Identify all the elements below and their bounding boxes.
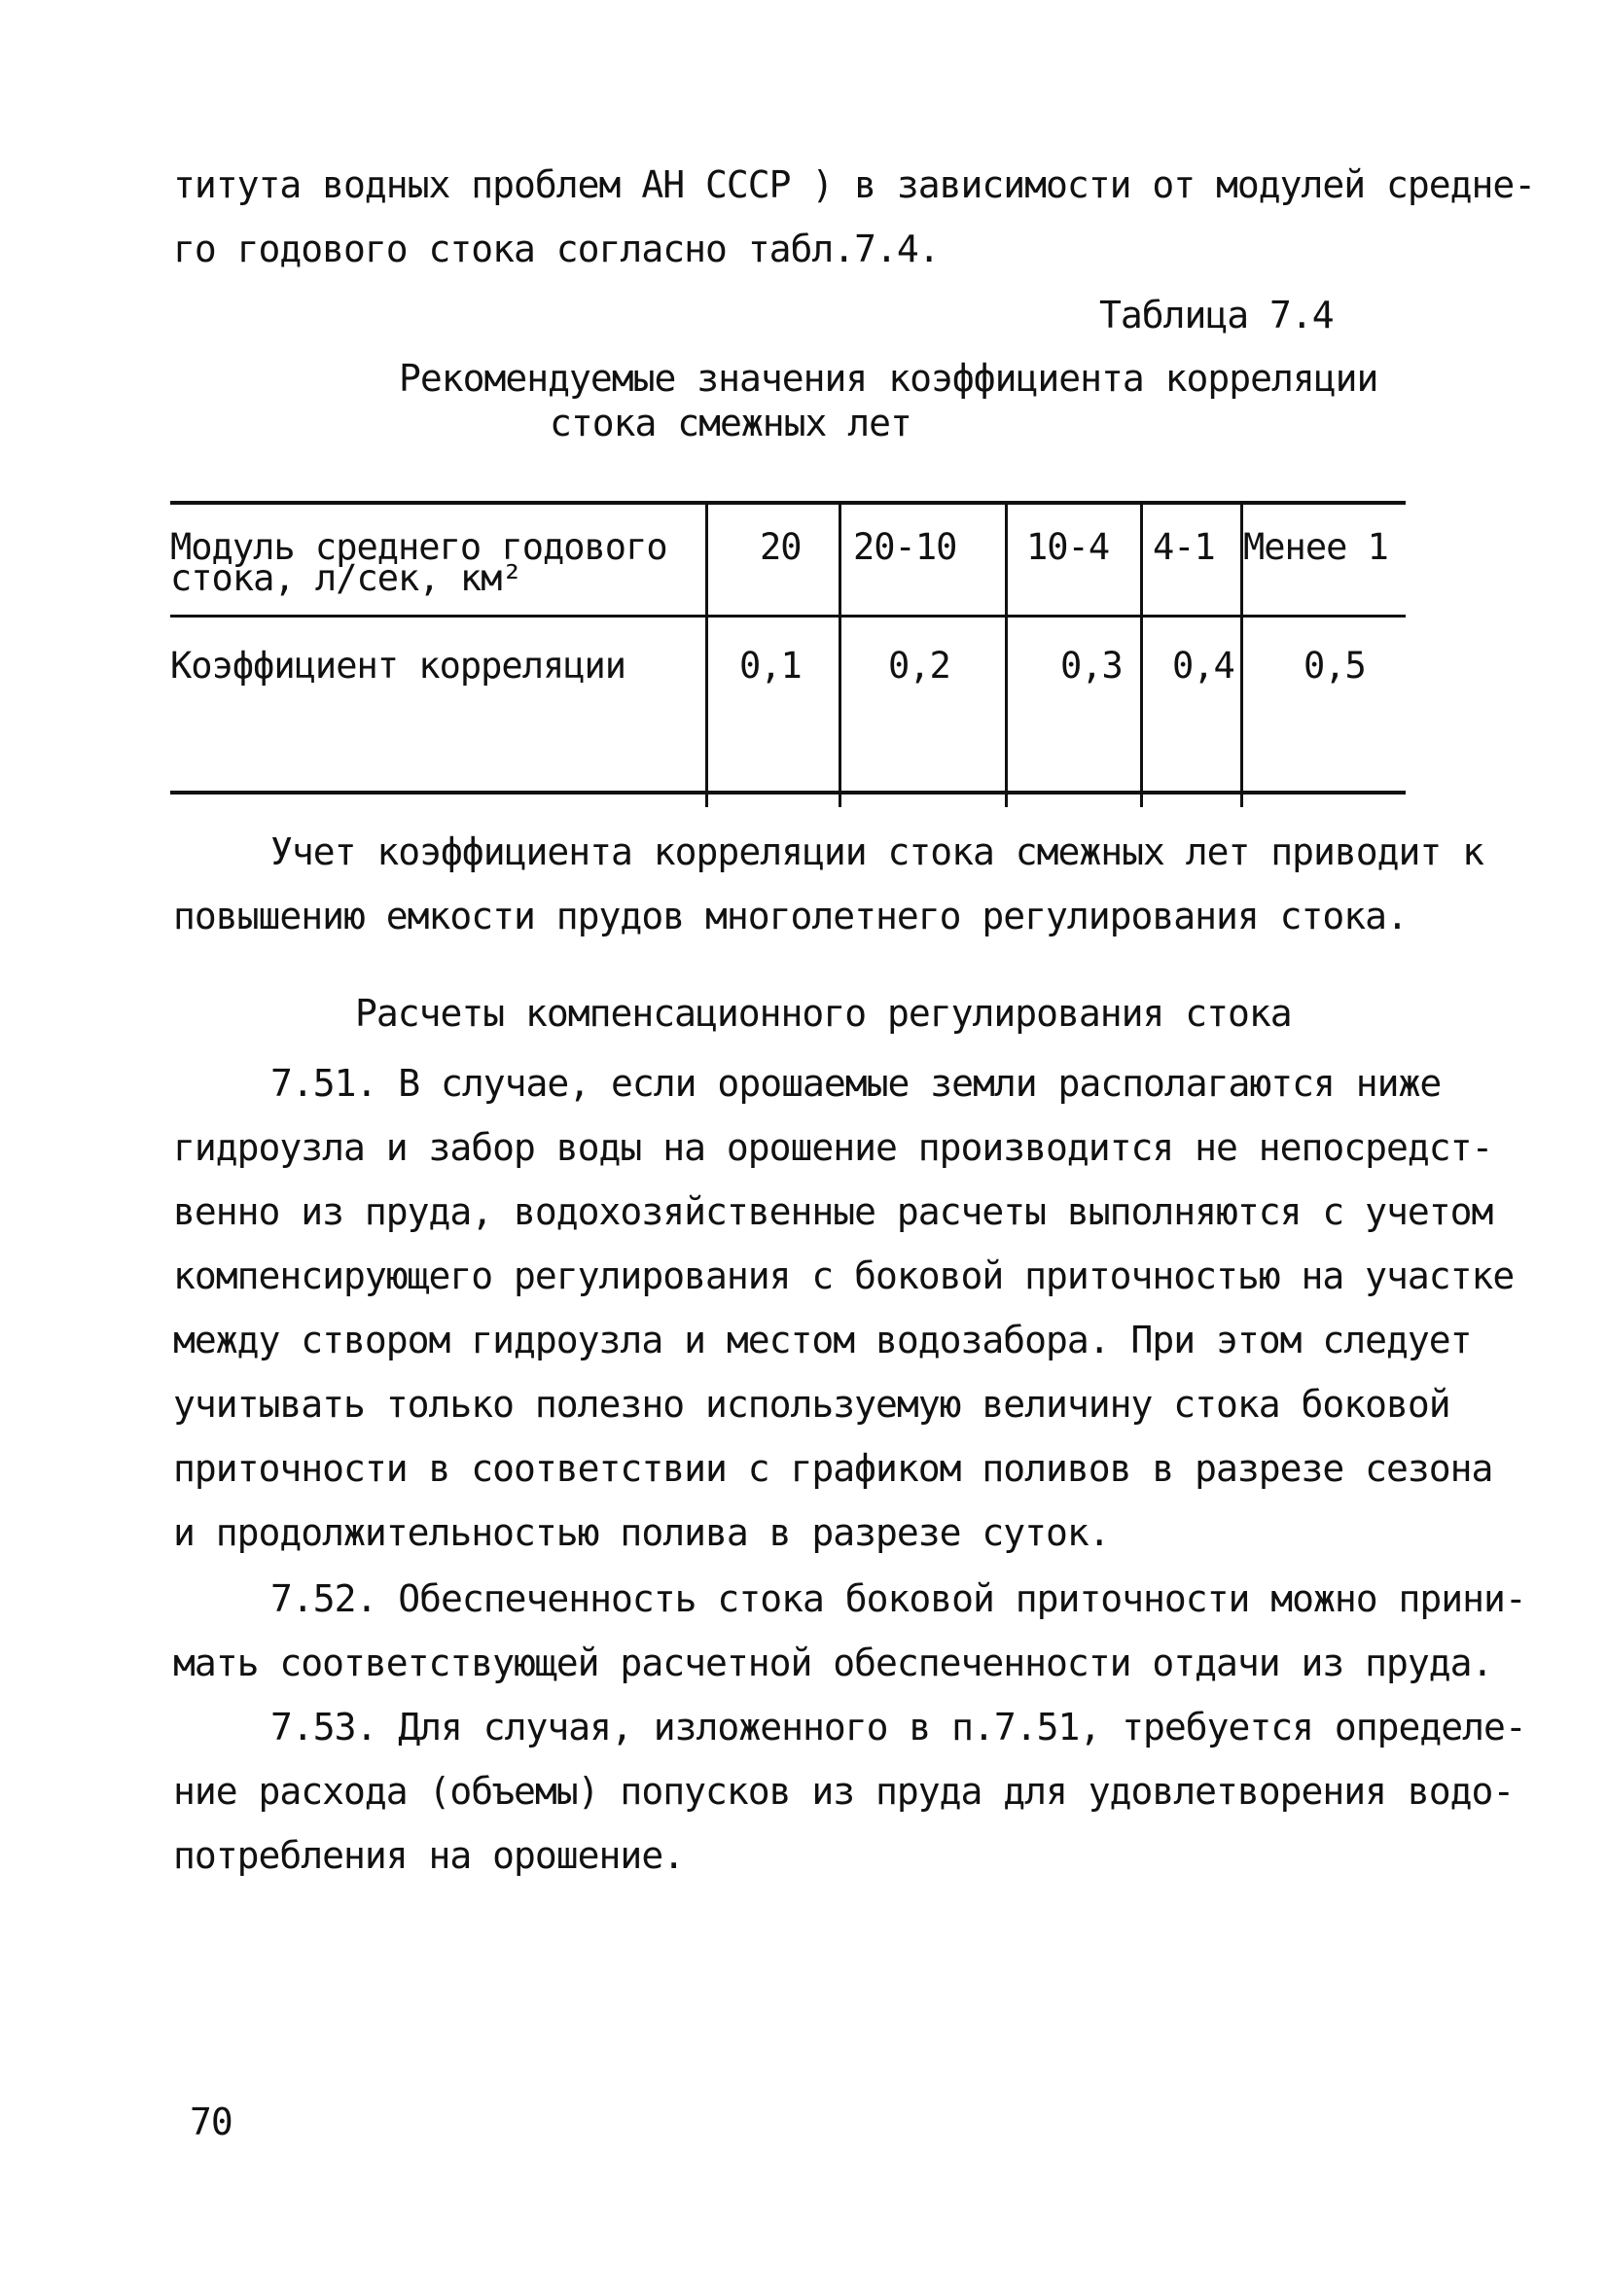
column-header: 20 bbox=[760, 526, 802, 568]
after-table-line-1: Учет коэффициента корреляции стока смежных лет приводит к bbox=[270, 830, 1484, 873]
paragraph-7-51-line: гидроузла и забор воды на орошение производится не непосредст- bbox=[173, 1126, 1493, 1169]
paragraph-7-51-line: между створом гидроузла и местом водозабора. При этом следует bbox=[173, 1319, 1472, 1361]
paragraph-7-51-line: учитывать только полезно используемую величину стока боковой bbox=[173, 1383, 1450, 1426]
table-cell-value: 0,5 bbox=[1303, 645, 1366, 687]
table-cell-value: 0,4 bbox=[1172, 645, 1234, 687]
paragraph-7-52-line: мать соответствующей расчетной обеспеченности отдачи из пруда. bbox=[173, 1642, 1493, 1684]
paragraph-7-51-line: 7.51. В случае, если орошаемые земли располагаются ниже bbox=[270, 1062, 1442, 1105]
paragraph-7-51-line: компенсирующего регулирования с боковой приточностью на участке bbox=[173, 1254, 1515, 1297]
column-header: 20-10 bbox=[853, 526, 957, 568]
table-col-rule bbox=[1005, 501, 1008, 807]
paragraph-7-53-line: потребления на орошение. bbox=[173, 1834, 685, 1877]
table-bottom-rule bbox=[170, 791, 1406, 795]
paragraph-7-51-line: приточности в соответствии с графиком поливов в разрезе сезона bbox=[173, 1447, 1493, 1490]
paragraph-7-51-line: и продолжительностью полива в разрезе суток. bbox=[173, 1511, 1110, 1554]
table-title-line-1: Рекомендуемые значения коэффициента корреляции bbox=[399, 357, 1378, 400]
row-header-correlation: Коэффициент корреляции bbox=[170, 645, 626, 687]
correlation-table bbox=[170, 501, 1406, 797]
paragraph-7-52-line: 7.52. Обеспеченность стока боковой приточности можно прини- bbox=[270, 1577, 1526, 1620]
table-cell-value: 0,1 bbox=[739, 645, 802, 687]
table-label: Таблица 7.4 bbox=[1099, 294, 1334, 336]
table-cell-value: 0,2 bbox=[888, 645, 950, 687]
column-header: 10-4 bbox=[1026, 526, 1110, 568]
intro-line-2: го годового стока согласно табл.7.4. bbox=[173, 228, 940, 270]
table-col-rule bbox=[705, 501, 708, 807]
paragraph-7-53-line: 7.53. Для случая, изложенного в п.7.51, требуется определе- bbox=[270, 1706, 1526, 1748]
table-col-rule bbox=[1140, 501, 1143, 807]
paragraph-7-51-line: венно из пруда, водохозяйственные расчеты выполняются с учетом bbox=[173, 1190, 1493, 1233]
section-heading: Расчеты компенсационного регулирования стока bbox=[355, 992, 1292, 1035]
table-row-rule bbox=[170, 615, 1406, 618]
after-table-line-2: повышению емкости прудов многолетнего регулирования стока. bbox=[173, 895, 1408, 937]
row-header-module-line-1: Модуль среднего годового bbox=[170, 526, 667, 568]
column-header: Менее 1 bbox=[1243, 526, 1388, 568]
table-cell-value: 0,3 bbox=[1060, 645, 1123, 687]
page-number: 70 bbox=[190, 2101, 232, 2143]
row-header-module-line-2: стока, л/сек, км² bbox=[170, 557, 522, 599]
column-header: 4-1 bbox=[1153, 526, 1215, 568]
table-col-rule bbox=[839, 501, 841, 807]
table-title-line-2: стока смежных лет bbox=[550, 402, 911, 444]
intro-line-1: титута водных проблем АН СССР ) в зависимости от модулей средне- bbox=[173, 163, 1536, 206]
paragraph-7-53-line: ние расхода (объемы) попусков из пруда для удовлетворения водо- bbox=[173, 1770, 1515, 1813]
table-top-rule bbox=[170, 501, 1406, 505]
